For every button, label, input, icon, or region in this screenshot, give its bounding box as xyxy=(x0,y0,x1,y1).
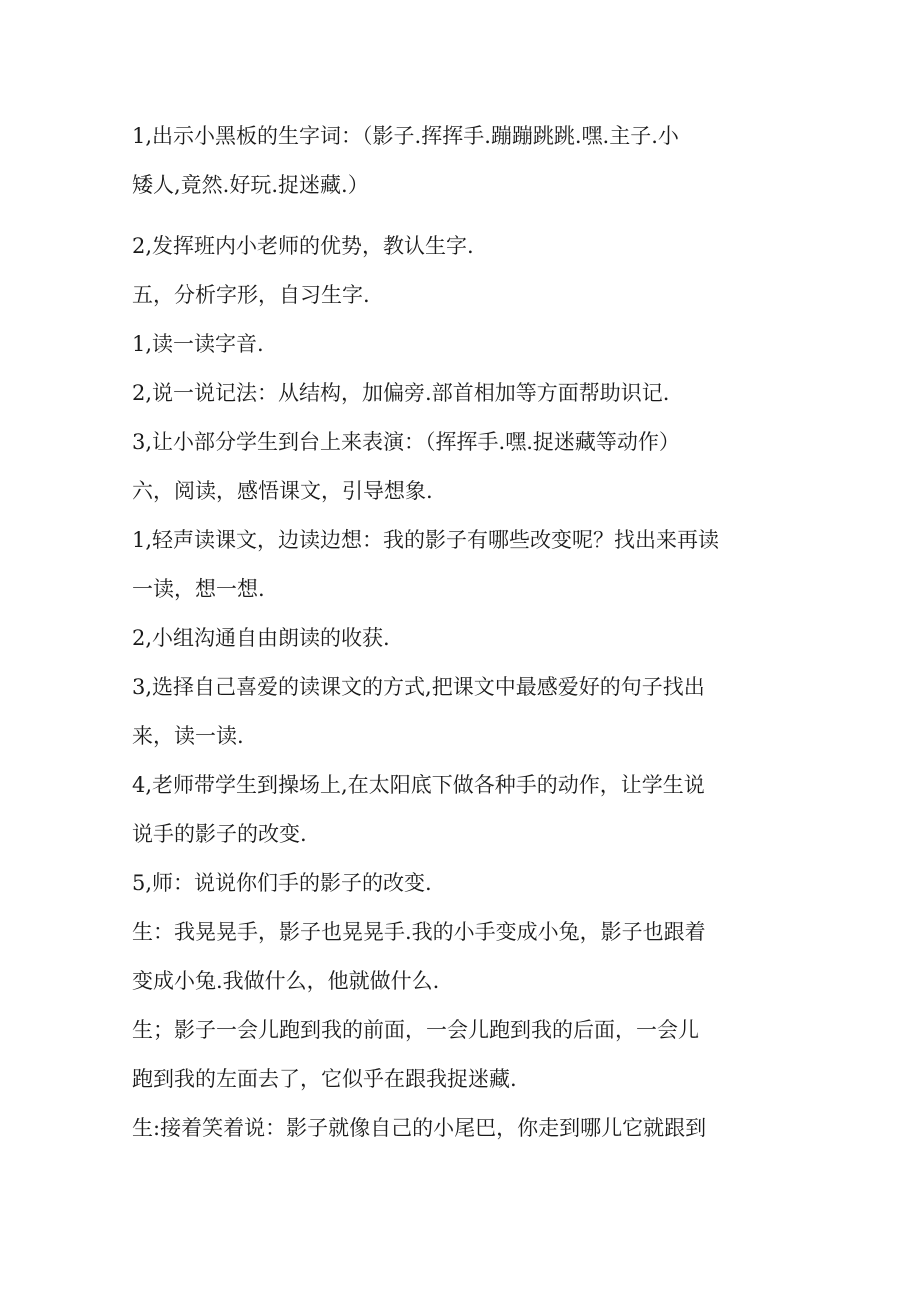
text-line: 1,读一读字音. xyxy=(132,332,264,356)
text-line: 3,选择自己喜爱的读课文的方式,把课文中最感爱好的句子找出 xyxy=(132,675,705,699)
text-line: 生；影子一会儿跑到我的前面，一会儿跑到我的后面，一会儿 xyxy=(132,1018,699,1042)
text-line: 矮人,竟然.好玩.捉迷藏.） xyxy=(132,173,369,197)
text-line: 来，读一读. xyxy=(132,724,244,748)
text-line: 生：我晃晃手，影子也晃晃手.我的小手变成小兔，影子也跟着 xyxy=(132,920,706,944)
section-heading: 六，阅读，感悟课文，引导想象. xyxy=(132,479,433,503)
paragraph-gap xyxy=(132,210,792,222)
text-line: 4,老师带学生到操场上,在太阳底下做各种手的动作，让学生说 xyxy=(132,773,705,797)
text-line: 2,小组沟通自由朗读的收获. xyxy=(132,626,390,650)
text-line: 说手的影子的改变. xyxy=(132,822,307,846)
text-line: 2,发挥班内小老师的优势，教认生字. xyxy=(132,234,474,258)
text-line: 生:接着笑着说：影子就像自己的小尾巴，你走到哪儿它就跟到 xyxy=(132,1116,707,1140)
text-line: 2,说一说记法：从结构，加偏旁.部首相加等方面帮助识记. xyxy=(132,381,670,405)
text-line: 1,轻声读课文，边读边想：我的影子有哪些改变呢？找出来再读 xyxy=(132,528,720,552)
text-line: 3,让小部分学生到台上来表演：（挥挥手.嘿.捉迷藏等动作） xyxy=(132,430,680,454)
document-body xyxy=(132,112,792,1153)
section-heading: 五，分析字形，自习生字. xyxy=(132,283,370,307)
text-line: 5,师：说说你们手的影子的改变. xyxy=(132,871,432,895)
text-line: 一读，想一想. xyxy=(132,577,265,601)
text-line: 1,出示小黑板的生字词：（影子.挥挥手.蹦蹦跳跳.嘿.主子.小 xyxy=(132,124,679,148)
text-line: 跑到我的左面去了，它似乎在跟我捉迷藏. xyxy=(132,1067,517,1091)
text-line: 变成小兔.我做什么，他就做什么. xyxy=(132,969,440,993)
